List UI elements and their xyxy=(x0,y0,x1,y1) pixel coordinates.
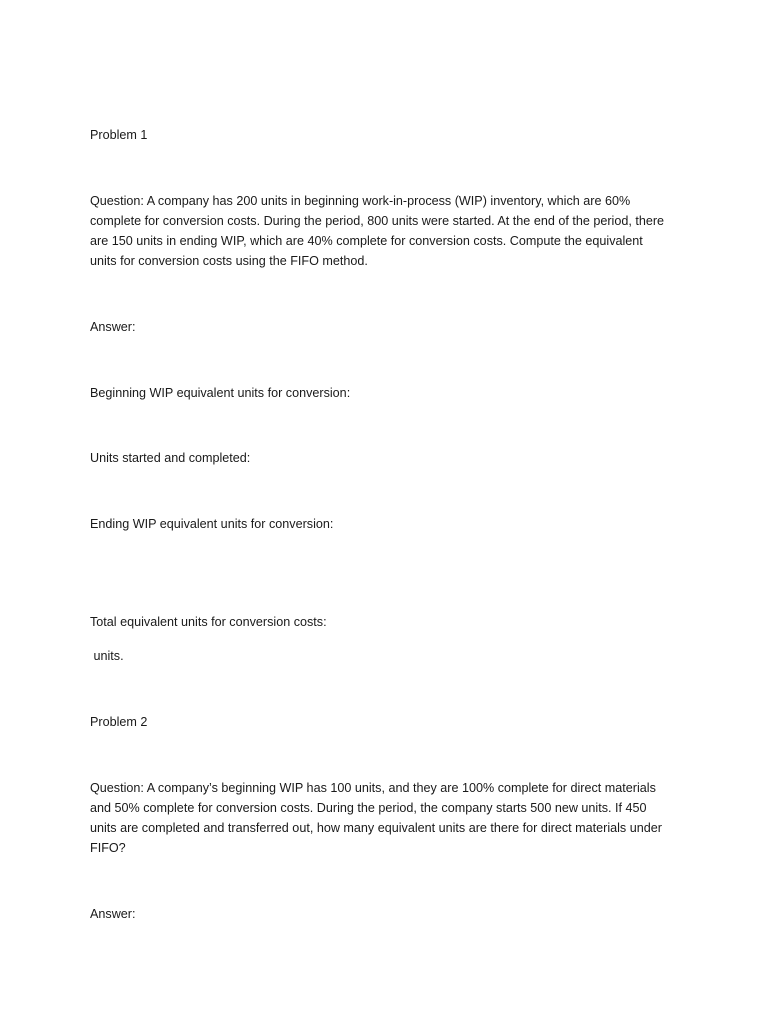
beginning-wip-line: Beginning WIP equivalent units for conversion: xyxy=(90,386,351,400)
problem-1-heading: Problem 1 xyxy=(90,128,148,142)
total-equivalent-units-line: Total equivalent units for conversion costs: xyxy=(90,615,327,629)
problem-1-question-line: units for conversion costs using the FIFO method. xyxy=(90,254,368,268)
problem-1-question-line: Question: A company has 200 units in beginning work-in-process (WIP) inventory, which are 60% xyxy=(90,194,631,208)
problem-2-answer-label: Answer: xyxy=(90,907,136,921)
problem-1-answer-label: Answer: xyxy=(90,320,136,334)
problem-2-question-line: FIFO? xyxy=(90,841,126,855)
problem-1-question-line: complete for conversion costs. During the period, 800 units were started. At the end of the period, there xyxy=(90,214,665,228)
units-suffix-line: units. xyxy=(90,649,124,663)
problem-1-question-line: are 150 units in ending WIP, which are 40% complete for conversion costs. Compute the equivalent xyxy=(90,234,643,248)
problem-2-heading: Problem 2 xyxy=(90,715,148,729)
problem-1-question xyxy=(90,191,690,271)
problem-2-question-line: Question: A company’s beginning WIP has 100 units, and they are 100% complete for direct materials xyxy=(90,781,656,795)
problem-2-question-line: units are completed and transferred out, how many equivalent units are there for direct materials under xyxy=(90,821,662,835)
started-completed-line: Units started and completed: xyxy=(90,451,251,465)
ending-wip-line: Ending WIP equivalent units for conversion: xyxy=(90,517,334,531)
problem-2-question-line: and 50% complete for conversion costs. During the period, the company starts 500 new units. If 450 xyxy=(90,801,647,815)
problem-2-question xyxy=(90,778,690,858)
